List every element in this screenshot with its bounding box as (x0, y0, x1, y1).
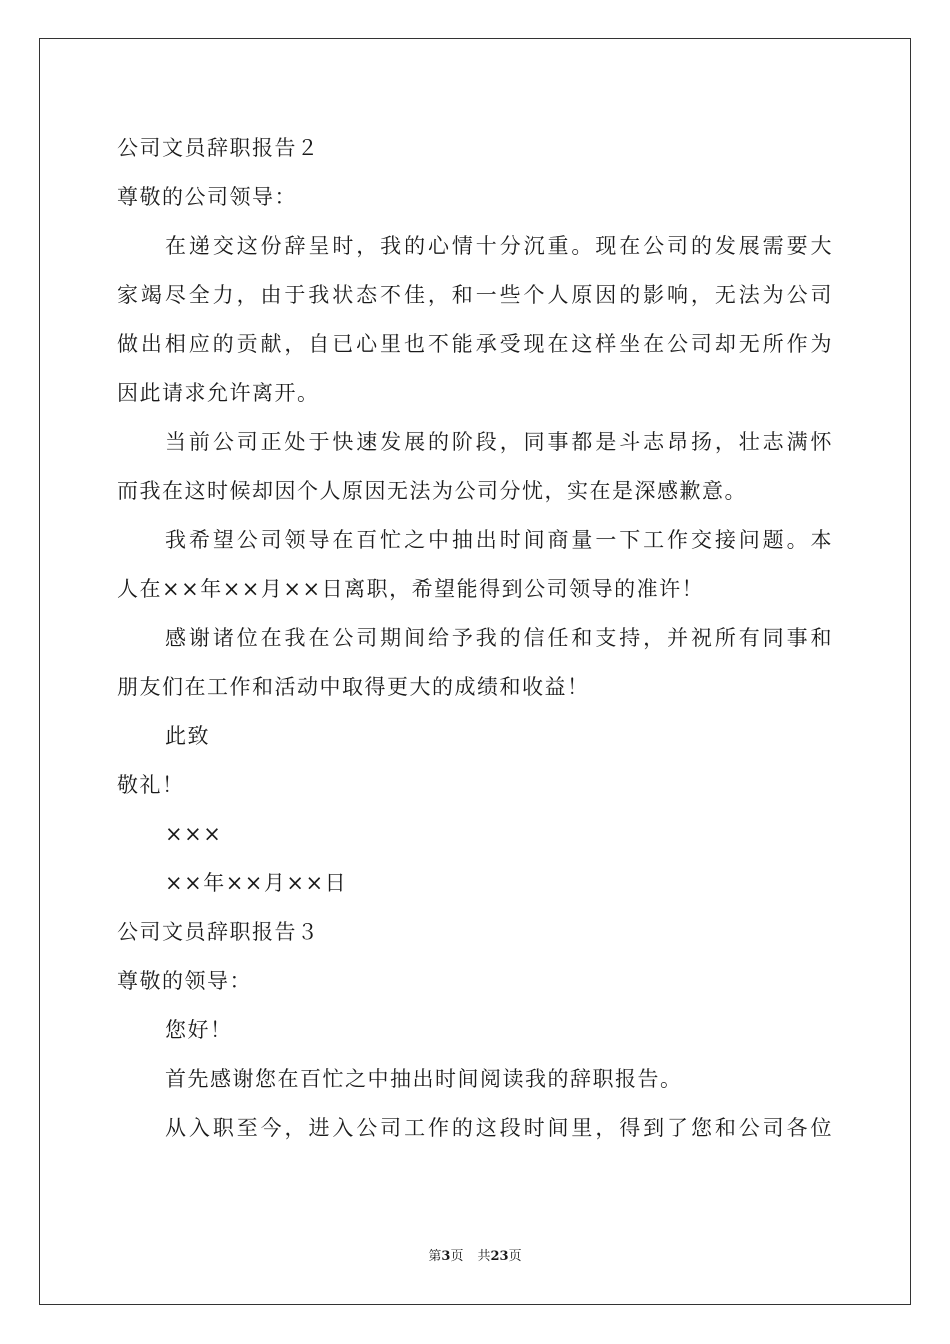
text-line: ××× (165, 822, 223, 846)
text-line: 公司文员辞职报告２ (117, 136, 320, 160)
text-line: 我希望公司领导在百忙之中抽出时间商量一下工作交接问题。本 (165, 528, 833, 552)
text-line: 从入职至今，进入公司工作的这段时间里，得到了您和公司各位 (165, 1116, 833, 1140)
text-line: 而我在这时候却因个人原因无法为公司分忧，实在是深感歉意。 (117, 479, 747, 503)
text-line: ××年××月××日 (165, 871, 348, 895)
footer-page-number: 3 (441, 1249, 451, 1264)
footer-page-prefix: 第 (428, 1249, 442, 1264)
text-line: 敬礼！ (117, 773, 185, 797)
text-line: 当前公司正处于快速发展的阶段，同事都是斗志昂扬，壮志满怀 (165, 430, 833, 454)
text-line: 公司文员辞职报告３ (117, 920, 320, 944)
page-footer (0, 1245, 950, 1264)
text-line: 因此请求允许离开。 (117, 381, 320, 405)
text-line: 朋友们在工作和活动中取得更大的成绩和收益！ (117, 675, 590, 699)
text-line: 人在××年××月××日离职，希望能得到公司领导的准许！ (117, 577, 705, 601)
text-line: 尊敬的公司领导： (117, 185, 297, 209)
text-line: 尊敬的领导： (117, 969, 252, 993)
footer-page-suffix: 页 (450, 1249, 464, 1264)
footer-total-suffix: 页 (508, 1249, 522, 1264)
footer-total-pages: 23 (490, 1249, 509, 1264)
text-line: 首先感谢您在百忙之中抽出时间阅读我的辞职报告。 (165, 1067, 683, 1091)
footer-total-prefix: 共 (477, 1249, 491, 1264)
document-body (117, 124, 833, 1153)
text-line: 家竭尽全力，由于我状态不佳，和一些个人原因的影响，无法为公司 (117, 283, 833, 307)
text-line: 您好！ (165, 1018, 233, 1042)
text-line: 感谢诸位在我在公司期间给予我的信任和支持，并祝所有同事和 (165, 626, 833, 650)
text-line: 在递交这份辞呈时，我的心情十分沉重。现在公司的发展需要大 (165, 234, 833, 258)
text-line: 做出相应的贡献，自已心里也不能承受现在这样坐在公司却无所作为 (117, 332, 833, 356)
text-line: 此致 (165, 724, 210, 748)
